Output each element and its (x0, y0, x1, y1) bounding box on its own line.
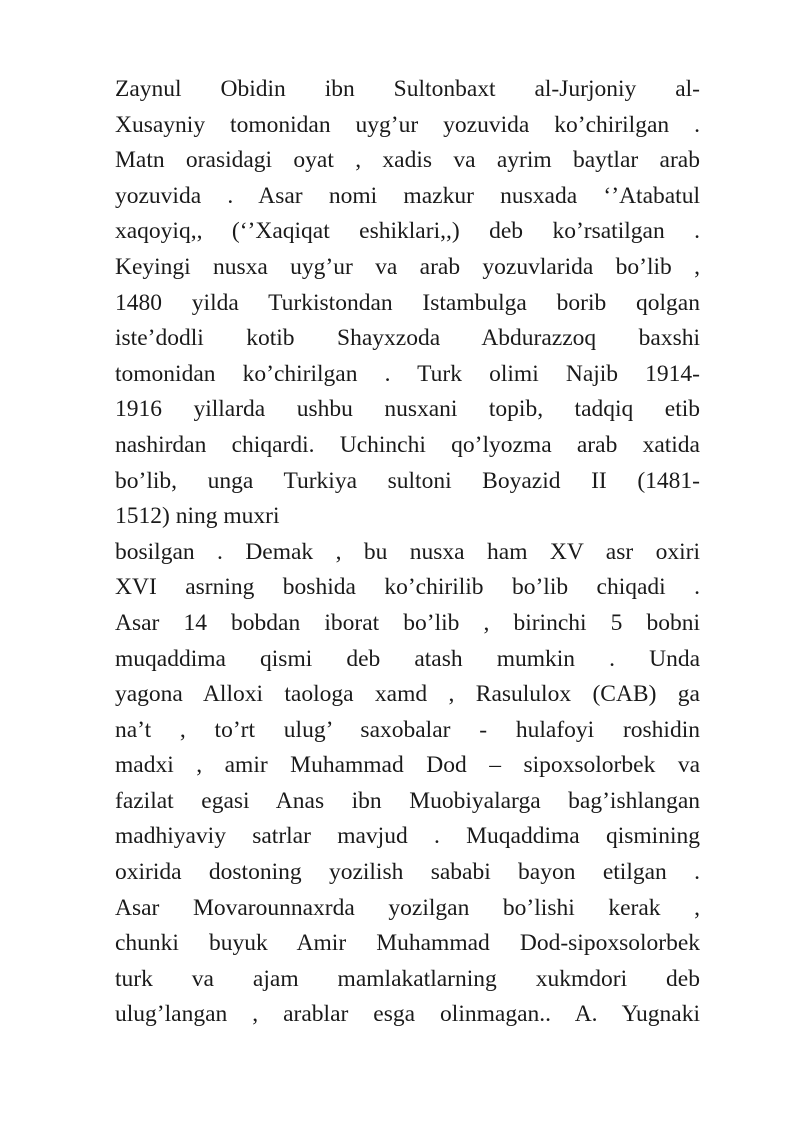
text-line: yagona Alloxi taologa xamd , Rasululox (CAB) ga (115, 681, 700, 708)
text-line: madxi , amir Muhammad Dod – sipoxsolorbek va (115, 752, 700, 779)
text-line: bosilgan . Demak , bu nusxa ham XV asr oxiri (115, 538, 700, 565)
text-line: chunki buyuk Amir Muhammad Dod-sipoxsolorbek (115, 930, 700, 957)
text-line: madhiyaviy satrlar mavjud . Muqaddima qismining (115, 823, 700, 850)
text-line: Zaynul Obidin ibn Sultonbaxt al-Jurjoniy al- (115, 76, 700, 102)
text-line: muqaddima qismi deb atash mumkin . Unda (115, 645, 700, 672)
text-line: yozuvida . Asar nomi mazkur nusxada ‘’Atabatul (115, 182, 700, 209)
text-line: xaqoyiq,, (‘’Xaqiqat eshiklari,,) deb ko’rsatilgan . (115, 218, 700, 245)
text-line: Matn orasidagi oyat , xadis va ayrim baytlar arab (115, 147, 700, 174)
text-line: Xusayniy tomonidan uyg’ur yozuvida ko’chirilgan . (115, 111, 700, 138)
text-line: iste’dodli kotib Shayxzoda Abdurazzoq baxshi (115, 325, 700, 352)
text-line: Keyingi nusxa uyg’ur va arab yozuvlarida bo’lib , (115, 253, 700, 280)
text-line: Asar 14 bobdan iborat bo’lib , birinchi 5 bobni (115, 609, 700, 636)
text-line: fazilat egasi Anas ibn Muobiyalarga bag’ishlangan (115, 787, 700, 814)
text-line: 1480 yilda Turkistondan Istambulga borib qolgan (115, 289, 700, 316)
text-line: turk va ajam mamlakatlarning xukmdori deb (115, 965, 700, 992)
text-line: 1512) ning muxri (115, 503, 280, 530)
text-line: bo’lib, unga Turkiya sultoni Boyazid II (1481- (115, 467, 700, 494)
text-line: 1916 yillarda ushbu nusxani topib, tadqiq etib (115, 396, 700, 423)
text-line: ulug’langan , arablar esga olinmagan.. A. Yugnaki (115, 1001, 700, 1028)
text-line: tomonidan ko’chirilgan . Turk olimi Najib 1914- (115, 360, 700, 387)
text-line: nashirdan chiqardi. Uchinchi qo’lyozma arab xatida (115, 431, 700, 458)
body-text (115, 72, 700, 1033)
text-line: oxirida dostoning yozilish sababi bayon etilgan . (115, 859, 700, 886)
text-line: Asar Movarounnaxrda yozilgan bo’lishi kerak , (115, 894, 700, 921)
text-line: XVI asrning boshida ko’chirilib bo’lib chiqadi . (115, 574, 700, 601)
text-line: na’t , to’rt ulug’ saxobalar - hulafoyi roshidin (115, 716, 700, 743)
